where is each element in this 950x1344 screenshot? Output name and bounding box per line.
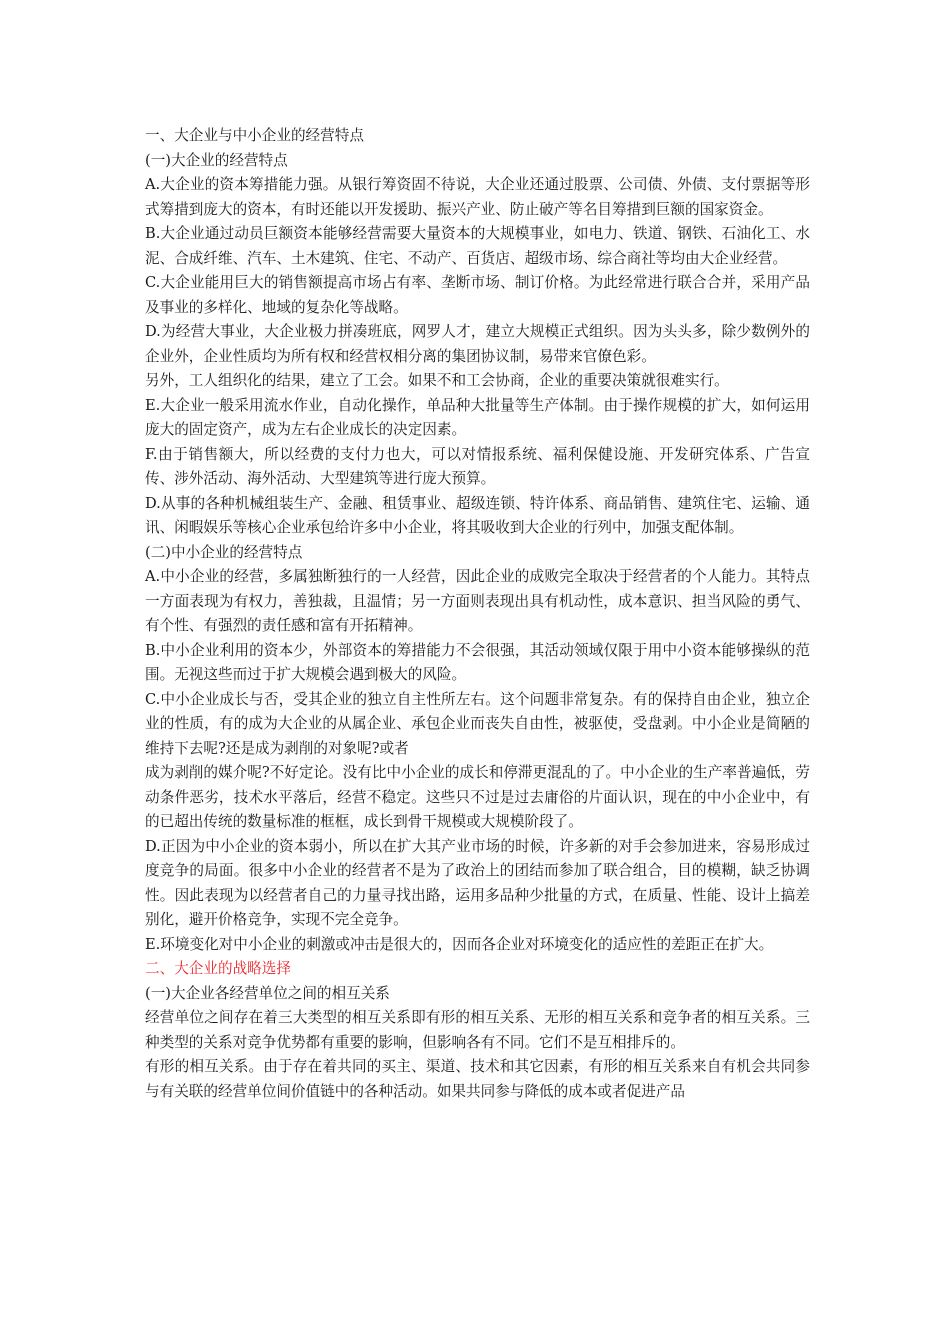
paragraph-2c: C.中小企业成长与否，受其企业的独立自主性所左右。这个问题非常复杂。有的保持自由企业，独立企业的性质，有的成为大企业的从属企业、承包企业而丧失自由性，被驱使，受盘剥。中小企业是简陋的维持下去呢?还是成为剥削的对象呢?或者 <box>145 690 810 757</box>
paragraph-1a: A.大企业的资本筹措能力强。从银行筹资固不待说，大企业还通过股票、公司债、外债、支付票据等形式筹措到庞大的资本，有时还能以开发援助、振兴产业、防止破产等名目筹措到巨额的国家资金。 <box>145 176 810 218</box>
paragraph-1c: C.大企业能用巨大的销售额提高市场占有率、垄断市场、制订价格。为此经常进行联合合并，采用产品及事业的多样化、地域的复杂化等战略。 <box>145 274 810 316</box>
paragraph-3a: 经营单位之间存在着三大类型的相互关系即有形的相互关系、无形的相互关系和竞争者的相互关系。三种类型的关系对竞争优势都有重要的影响，但影响各有不同。它们不是互相排斥的。 <box>145 1009 810 1051</box>
paragraph-2e: E.环境变化对中小企业的刺激或冲击是很大的，因而各企业对环境变化的适应性的差距正在扩大。 <box>145 935 774 953</box>
paragraph-1e: E.大企业一般采用流水作业，自动化操作，单品种大批量等生产体制。由于操作规模的扩大，如何运用庞大的固定资产，成为左右企业成长的决定因素。 <box>145 396 810 438</box>
paragraph-1d: D.为经营大事业，大企业极力拼凑班底，网罗人才，建立大规模正式组织。因为头头多，除少数例外的企业外，企业性质均为所有权和经营权相分离的集团协议制，易带来官僚色彩。 <box>145 323 810 365</box>
paragraph-2c-cont: 成为剥削的媒介呢?不好定论。没有比中小企业的成长和停滞更混乱的了。中小企业的生产率普遍低，劳动条件恶劣，技术水平落后，经营不稳定。这些只不过是过去庸俗的片面认识，现在的中小企业中，有的已超出传统的数量标准的框框，成长到骨干规模或大规模阶段了。 <box>145 764 810 830</box>
paragraph-1d-cont: 另外，工人组织化的结果，建立了工会。如果不和工会协商，企业的重要决策就很难实行。 <box>145 372 729 389</box>
paragraph-2d: D.正因为中小企业的资本弱小，所以在扩大其产业市场的时候，许多新的对手会参加进来，容易形成过度竞争的局面。很多中小企业的经营者不是为了政治上的团结而参加了联合组合，目的模糊，缺乏协调性。因此表现为以经营者自己的力量寻找出路，运用多品种少批量的方式，在质量、性能、设计上搞差别化，避开价格竞争，实现不完全竞争。 <box>145 837 810 928</box>
paragraph-2a: A.中小企业的经营，多属独断独行的一人经营，因此企业的成败完全取决于经营者的个人能力。其特点一方面表现为有权力，善独裁，且温情；另一方面则表现出具有机动性，成本意识、担当风险的勇气、有个性、有强烈的责任感和富有开拓精神。 <box>145 568 810 634</box>
document-body <box>145 124 810 1104</box>
subsection-heading-2-1: (一)大企业各经营单位之间的相互关系 <box>145 984 390 1002</box>
section-heading-2: 二、大企业的战略选择 <box>145 960 291 977</box>
subsection-heading-1-1: (一)大企业的经营特点 <box>145 151 288 169</box>
paragraph-1b: B.大企业通过动员巨额资本能够经营需要大量资本的大规模事业，如电力、铁道、钢铁、石油化工、水泥、合成纤维、汽车、土木建筑、住宅、不动产、百货店、超级市场、综合商社等均由大企业经营。 <box>145 225 810 267</box>
paragraph-3b: 有形的相互关系。由于存在着共同的买主、渠道、技术和其它因素，有形的相互关系来自有机会共同参与有关联的经营单位间价值链中的各种活动。如果共同参与降低的成本或者促进产品 <box>145 1058 810 1100</box>
paragraph-1d2: D.从事的各种机械组装生产、金融、租赁事业、超级连锁、特许体系、商品销售、建筑住宅、运输、通讯、闲暇娱乐等核心企业承包给许多中小企业，将其吸收到大企业的行列中，加强支配体制。 <box>145 494 810 536</box>
paragraph-1f: F.由于销售额大，所以经费的支付力也大，可以对情报系统、福利保健设施、开发研究体系、广告宣传、涉外活动、海外活动、大型建筑等进行庞大预算。 <box>145 445 810 487</box>
subsection-heading-1-2: (二)中小企业的经营特点 <box>145 543 303 561</box>
paragraph-2b: B.中小企业利用的资本少，外部资本的筹措能力不会很强，其活动领域仅限于用中小资本能够操纵的范围。无视这些而过于扩大规模会遇到极大的风险。 <box>145 641 810 683</box>
section-heading-1: 一、大企业与中小企业的经营特点 <box>145 127 364 144</box>
